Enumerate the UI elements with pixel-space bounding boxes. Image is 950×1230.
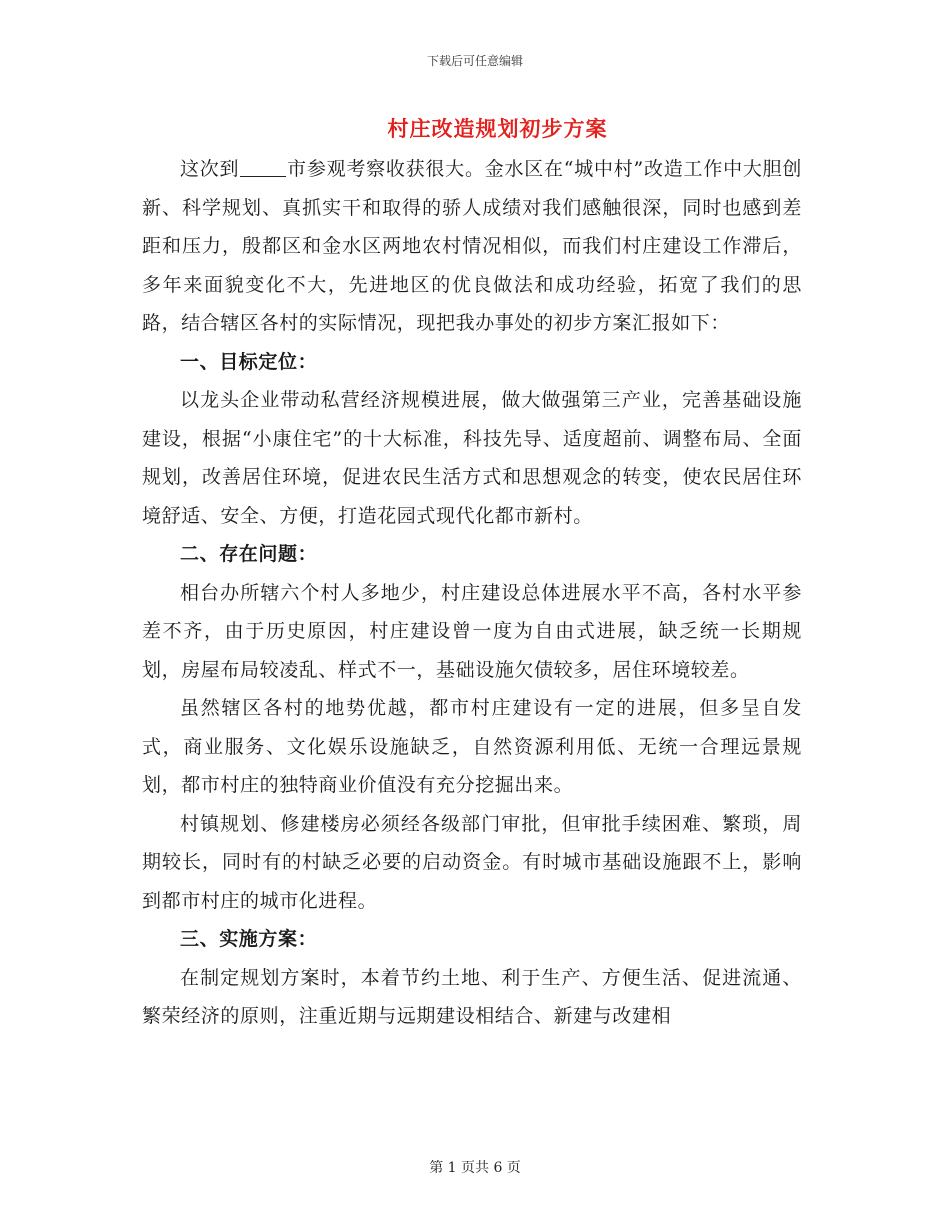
section-heading-plan: 三、实施方案： bbox=[180, 928, 318, 950]
section-heading-goal: 一、目标定位： bbox=[180, 350, 318, 373]
document-title: 村庄改造规划初步方案 bbox=[387, 116, 608, 141]
paragraph-problems-2: 虽然辖区各村的地势优越，都市村庄建设有一定的进展，但多呈自发式，商业服务、文化娱乐设施缺乏，自然资源利用低、无统一合理远景规划，都市村庄的独特商业价值没有充分挖掘出来。 bbox=[142, 697, 802, 796]
blank-underline bbox=[240, 157, 286, 177]
header-note: 下载后可任意编辑 bbox=[426, 54, 523, 68]
section-heading-problems: 二、存在问题： bbox=[180, 543, 318, 565]
paragraph-plan: 在制定规划方案时，本着节约土地、利于生产、方便生活、促进流通、繁荣经济的原则，注重近期与远期建设相结合、新建与改建相 bbox=[142, 966, 802, 1027]
paragraph-problems-1: 相台办所辖六个村人多地少，村庄建设总体进展水平不高，各村水平参差不齐，由于历史原因，村庄建设曾一度为自由式进展，缺乏统一长期规划，房屋布局较凌乱、样式不一，基础设施欠债较多，居住环境较差。 bbox=[142, 581, 802, 681]
paragraph-intro bbox=[142, 150, 802, 343]
paragraph-problems-3: 村镇规划、修建楼房必须经各级部门审批，但审批手续困难、繁琐，周期较长，同时有的村缺乏必要的启动资金。有时城市基础设施跟不上，影响到都市村庄的城市化进程。 bbox=[142, 812, 802, 912]
paragraph-goal: 以龙头企业带动私营经济规模进展，做大做强第三产业，完善基础设施建设，根据“小康住宅”的十大标准，科技先导、适度超前、调整布局、全面规划，改善居住环境，促进农民生活方式和思想观念的转变，使农民居住环境舒适、安全、方便，打造花园式现代化都市新村。 bbox=[142, 389, 802, 527]
document-body bbox=[142, 150, 802, 1036]
page-footer: 第 1 页共 6 页 bbox=[429, 1160, 521, 1176]
intro-rest: 市参观考察收获很大。金水区在“城中村”改造工作中大胆创新、科学规划、真抓实干和取得的骄人成绩对我们感触很深，同时也感到差距和压力，殷都区和金水区两地农村情况相似，而我们村庄建设工作滞后，多年来面貌变化不大，先进地区的优良做法和成功经验，拓宽了我们的思路，结合辖区各村的实际情况，现把我办事处的初步方案汇报如下： bbox=[142, 158, 802, 334]
intro-start: 这次到 bbox=[180, 158, 240, 180]
